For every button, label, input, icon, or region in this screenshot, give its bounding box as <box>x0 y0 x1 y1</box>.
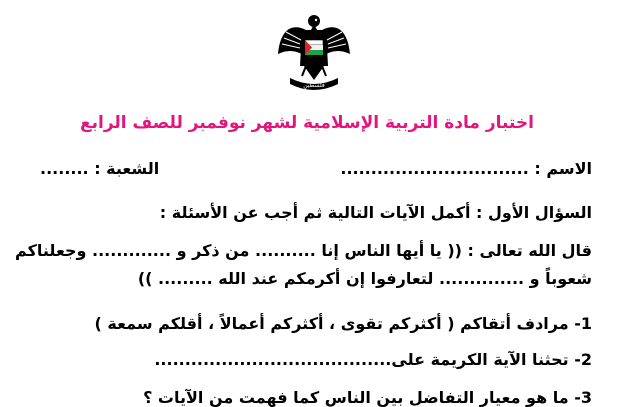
question-1-heading: السؤال الأول : أكمل الآيات التالية ثم أجب عن الأسئلة : <box>159 203 592 222</box>
palestine-eagle-emblem-icon <box>276 10 352 94</box>
class-section-field: الشعبة : ........ <box>40 159 160 178</box>
question-item-3: 3- ما هو معيار التفاضل بين الناس كما فهمت من الآيات ؟ <box>143 388 592 407</box>
student-name-field: الاسم : ............................... <box>340 159 592 178</box>
question-item-1: 1- مرادف أتقاكم ( أكثركم تقوى ، أكثركم أعمالاً ، أقلكم سمعة ) <box>94 314 592 333</box>
exam-title: اختبار مادة التربية الإسلامية لشهر نوفمبر للصف الرابع <box>80 113 534 133</box>
emblem-caption: فلسطين <box>303 82 325 89</box>
verse-line-2: شعوباً و .............. لتعارفوا إن أكرمكم عند الله ......... )) <box>137 269 592 288</box>
question-item-2: 2- تحثنا الآية الكريمة على....................................... <box>154 350 592 369</box>
verse-line-1: قال الله تعالى : (( يا أيها الناس إنا .......... من ذكر و ............. وجعلناكم <box>15 241 592 260</box>
